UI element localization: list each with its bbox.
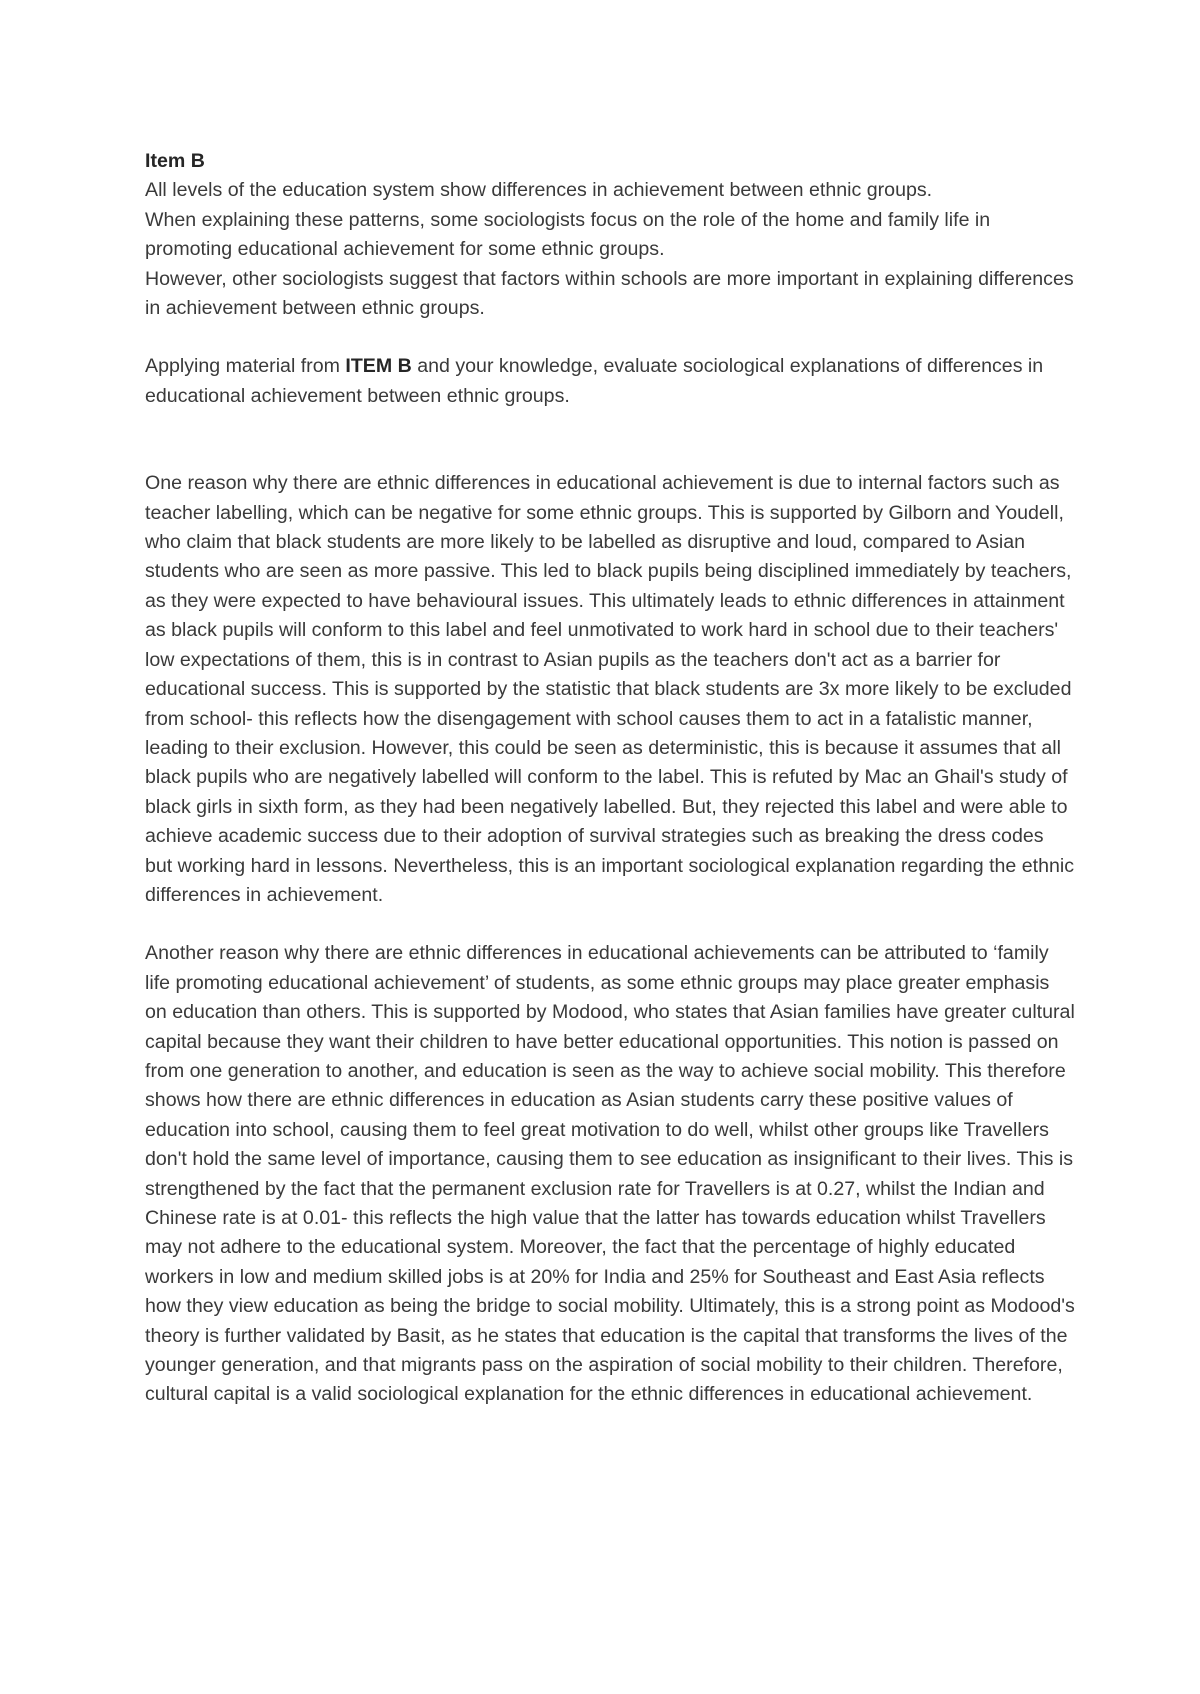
item-b-section [145,147,1075,323]
question-suffix: and your knowledge, evaluate sociological explanations of differences in educational achievement between ethnic groups. [145,355,1044,407]
item-line-1: All levels of the education system show differences in achievement between ethnic groups. [145,179,933,202]
item-line-3: However, other sociologists suggest that factors within schools are more important in explaining differences in achievement between ethnic groups. [145,267,1074,320]
question-item-reference: ITEM B [345,355,412,378]
spacer [145,411,1075,469]
answer-paragraph-1: One reason why there are ethnic differences in educational achievement is due to internal factors such as teacher labelling, which can be negative for some ethnic groups. This is supported by Gilborn and Youdell, who claim that black students are more likely to be labelled as disruptive and loud, compared to Asian students who are seen as more passive. This led to black pupils being disciplined immediately by teachers, as they were expected to have behavioural issues. This ultimately leads to ethnic differences in attainment as black pupils will conform to this label and feel unmotivated to work hard in school due to their teachers' low expectations of them, this is in contrast to Asian pupils as the teachers don't act as a barrier for educational success. This is supported by the statistic that black students are 3x more likely to be excluded from school- this reflects how the disengagement with school causes them to act in a fatalistic manner, leading to their exclusion. However, this could be seen as deterministic, this is because it assumes that all black pupils who are negatively labelled will conform to the label. This is refuted by Mac an Ghail's study of black girls in sixth form, as they had been negatively labelled. But, they rejected this label and were able to achieve academic success due to their adoption of survival strategies such as breaking the dress codes but working hard in lessons. Nevertheless, this is an important sociological explanation regarding the ethnic differences in achievement. [145,472,1075,906]
item-title: Item B [145,150,205,172]
answer-paragraph-2: Another reason why there are ethnic differences in educational achievements can be attributed to ‘family life promoting educational achievement’ of students, as some ethnic groups may place greater emphasis on education than others. This is supported by Modood, who states that Asian families have greater cultural capital because they want their children to have better educational opportunities. This notion is passed on from one generation to another, and education is seen as the way to achieve social mobility. This therefore shows how there are ethnic differences in education as Asian students carry these positive values of education into school, causing them to feel great motivation to do well, whilst other groups like Travellers don't hold the same level of importance, causing them to see education as insignificant to their lives. This is strengthened by the fact that the permanent exclusion rate for Travellers is at 0.27, whilst the Indian and Chinese rate is at 0.01- this reflects the high value that the latter has towards education whilst Travellers may not adhere to the educational system. Moreover, the fact that the percentage of highly educated workers in low and medium skilled jobs is at 20% for India and 25% for Southeast and East Asia reflects how they view education as being the bridge to social mobility. Ultimately, this is a strong point as Modood's theory is further validated by Basit, as he states that education is the capital that transforms the lives of the younger generation, and that migrants pass on the aspiration of social mobility to their children. Therefore, cultural capital is a valid sociological explanation for the ethnic differences in educational achievement. [145,942,1075,1406]
item-line-2: When explaining these patterns, some sociologists focus on the role of the home and family life in promoting educational achievement for some ethnic groups. [145,208,991,261]
spacer [145,323,1075,352]
document-page [145,147,1075,1410]
spacer [145,910,1075,939]
question-prefix: Applying material from [145,355,346,378]
question-prompt [145,352,1075,411]
